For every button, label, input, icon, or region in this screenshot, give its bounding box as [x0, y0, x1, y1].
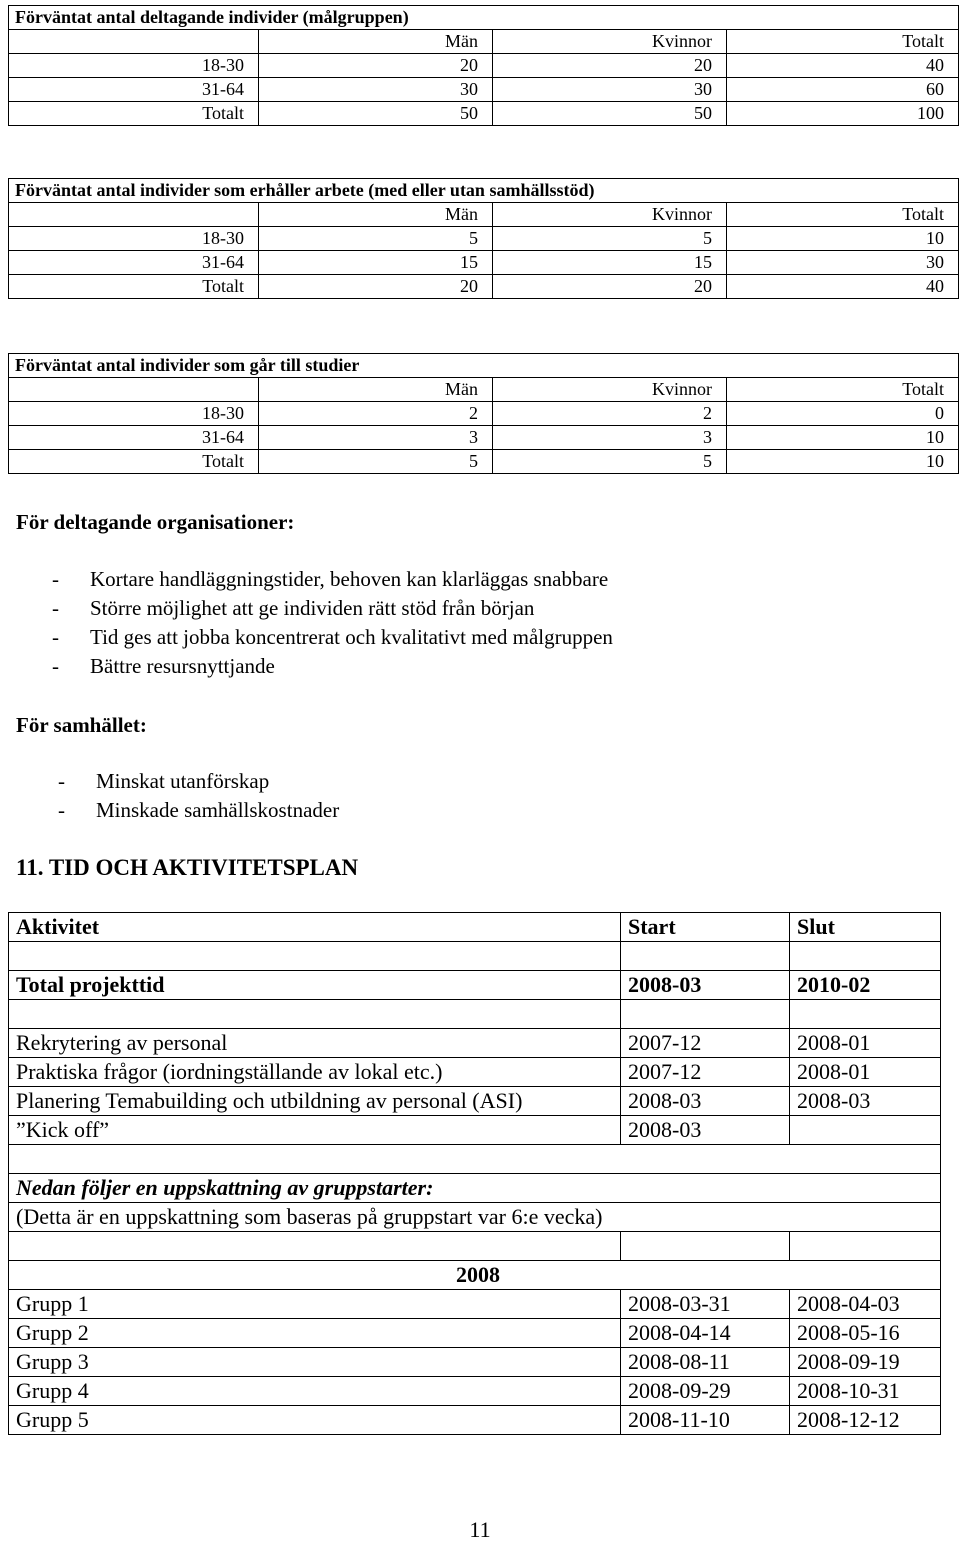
col-header: Totalt	[727, 378, 959, 402]
stats-table-employment	[8, 178, 959, 299]
col-header: Män	[259, 30, 493, 54]
table-row: Grupp 4 2008-09-29 2008-10-31	[9, 1377, 941, 1406]
col-header: Kvinnor	[493, 378, 727, 402]
list-item: - Minskat utanförskap	[58, 769, 270, 793]
table-row: Totalt 20 20 40	[9, 275, 959, 299]
estimate-note-title: Nedan följer en uppskattning av gruppstarter:	[9, 1174, 941, 1203]
section-heading-11: 11. TID OCH AKTIVITETSPLAN	[16, 855, 359, 880]
table-row: 18-30 2 2 0	[9, 402, 959, 426]
table-row: Grupp 5 2008-11-10 2008-12-12	[9, 1406, 941, 1435]
table-row: ”Kick off” 2008-03	[9, 1116, 941, 1145]
stats-table-target-group	[8, 5, 959, 126]
table-title: Förväntat antal deltagande individer (målgruppen)	[9, 6, 959, 30]
table-header-row: Aktivitet Start Slut	[9, 913, 941, 942]
list-item: - Bättre resursnyttjande	[52, 654, 275, 678]
estimate-note-text: (Detta är en uppskattning som baseras på gruppstart var 6:e vecka)	[9, 1203, 941, 1232]
table-row: Rekrytering av personal 2007-12 2008-01	[9, 1029, 941, 1058]
year-header: 2008	[9, 1261, 941, 1290]
table-row: Totalt 5 5 10	[9, 450, 959, 474]
col-header: Män	[259, 203, 493, 227]
activity-plan-table	[8, 912, 941, 1435]
table-row: 31-64 30 30 60	[9, 78, 959, 102]
col-header: Män	[259, 378, 493, 402]
col-header: Totalt	[727, 30, 959, 54]
stats-table-studies	[8, 353, 959, 474]
table-row: Grupp 2 2008-04-14 2008-05-16	[9, 1319, 941, 1348]
table-row: Totalt 50 50 100	[9, 102, 959, 126]
table-row: Grupp 1 2008-03-31 2008-04-03	[9, 1290, 941, 1319]
table-row: 18-30 20 20 40	[9, 54, 959, 78]
col-header: Kvinnor	[493, 203, 727, 227]
table-row-total: Total projekttid 2008-03 2010-02	[9, 971, 941, 1000]
list-item: - Tid ges att jobba koncentrerat och kvalitativt med målgruppen	[52, 625, 613, 649]
section-heading-organisations: För deltagande organisationer:	[16, 510, 295, 534]
section-heading-society: För samhället:	[16, 713, 147, 737]
list-item: - Minskade samhällskostnader	[58, 798, 340, 822]
table-row: 31-64 3 3 10	[9, 426, 959, 450]
col-header: Totalt	[727, 203, 959, 227]
page-number: 11	[469, 1517, 491, 1542]
table-row: Grupp 3 2008-08-11 2008-09-19	[9, 1348, 941, 1377]
list-item: - Större möjlighet att ge individen rätt stöd från början	[52, 596, 535, 620]
list-item: - Kortare handläggningstider, behoven kan klarläggas snabbare	[52, 567, 609, 591]
table-row: Praktiska frågor (iordningställande av lokal etc.) 2007-12 2008-01	[9, 1058, 941, 1087]
col-header: Kvinnor	[493, 30, 727, 54]
table-row: 18-30 5 5 10	[9, 227, 959, 251]
table-row: Planering Temabuilding och utbildning av personal (ASI) 2008-03 2008-03	[9, 1087, 941, 1116]
table-title: Förväntat antal individer som erhåller arbete (med eller utan samhällsstöd)	[9, 179, 959, 203]
table-title: Förväntat antal individer som går till studier	[9, 354, 959, 378]
table-row: 31-64 15 15 30	[9, 251, 959, 275]
